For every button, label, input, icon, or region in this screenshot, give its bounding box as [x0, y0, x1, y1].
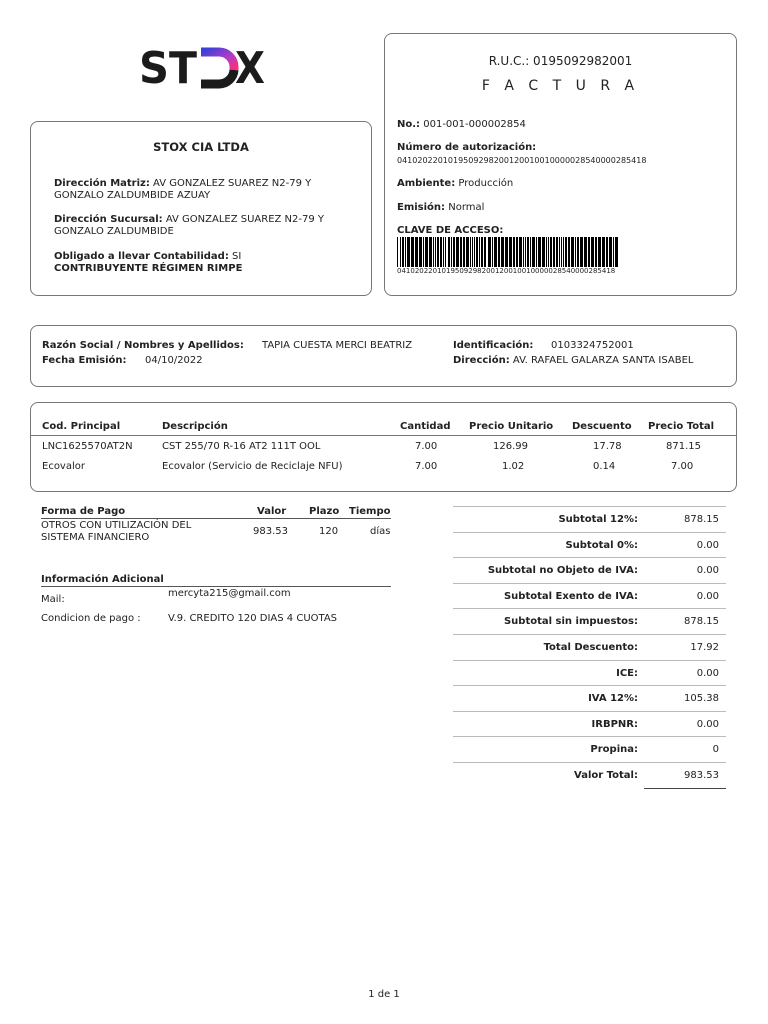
totals-row: [453, 660, 726, 686]
totals-row: [453, 711, 726, 737]
barcode-bar: [435, 237, 436, 267]
barcode-bar: [415, 237, 418, 267]
company-logo: [139, 43, 266, 94]
razon-social-value: TAPIA CUESTA MERCI BEATRIZ: [262, 340, 413, 351]
totals-label: ICE:: [616, 667, 638, 679]
barcode-bar: [571, 237, 574, 267]
barcode-bar: [397, 237, 398, 267]
barcode-bar: [440, 237, 442, 267]
barcode-bar: [538, 237, 541, 267]
barcode-bar: [584, 237, 587, 267]
direccion-sucursal: [54, 214, 354, 238]
row-precio-unitario: 126.99: [493, 441, 528, 452]
contabilidad-label: Obligado a llevar Contabilidad:: [54, 251, 229, 262]
svg-text:S: S: [139, 43, 169, 94]
header-divider: [31, 435, 736, 436]
pay-header-plazo: Plazo: [309, 506, 340, 517]
fecha-emision-value: 04/10/2022: [145, 355, 203, 366]
barcode-bar: [472, 237, 473, 267]
barcode-bar: [463, 237, 465, 267]
barcode-bar: [553, 237, 555, 267]
barcode-bar: [606, 237, 608, 267]
barcode-bar: [613, 237, 614, 267]
totals-label: IRBPNR:: [591, 718, 638, 730]
barcode-bar: [425, 237, 428, 267]
barcode-bar: [488, 237, 491, 267]
barcode-bar: [407, 237, 410, 267]
obligado-contabilidad: [54, 251, 354, 263]
barcode-bar: [563, 237, 564, 267]
barcode-bar: [448, 237, 450, 267]
barcode-bar: [609, 237, 612, 267]
barcode-bar: [516, 237, 518, 267]
condicion-label: Condicion de pago :: [41, 613, 141, 624]
payment-divider: [41, 518, 391, 519]
totals-value: 878.15: [684, 616, 719, 628]
barcode-bar: [492, 237, 493, 267]
barcode-bar: [481, 237, 483, 267]
contabilidad-value: SI: [232, 251, 242, 262]
totals-row: [453, 685, 726, 711]
emision-label: Emisión:: [397, 202, 446, 213]
emision: [397, 202, 484, 214]
totals-row: [453, 634, 726, 660]
ruc: R.U.C.: 0195092982001: [488, 54, 633, 68]
barcode-bar: [400, 237, 401, 267]
totals-label: Subtotal 12%:: [558, 514, 638, 525]
totals-value: 0.00: [696, 667, 719, 679]
barcode-bar: [437, 237, 439, 267]
row-cantidad: 7.00: [415, 461, 438, 472]
barcode-bar: [423, 237, 424, 267]
barcode-bar: [546, 237, 547, 267]
barcode-bar: [523, 237, 524, 267]
barcode-bar: [575, 237, 576, 267]
direccion-cliente-value: AV. RAFAEL GALARZA SANTA ISABEL: [512, 355, 694, 366]
barcode-bar: [602, 237, 605, 267]
row-cod: LNC1625570AT2N: [42, 441, 133, 452]
totals-label: IVA 12%:: [588, 693, 638, 705]
pay-plazo: 120: [319, 526, 339, 537]
barcode-bar: [453, 237, 455, 267]
ambiente-value: Producción: [458, 178, 514, 189]
mail-label: Mail:: [41, 594, 65, 605]
totals-row: [453, 532, 726, 558]
barcode-bar: [577, 237, 579, 267]
barcode-bar: [501, 237, 504, 267]
barcode-bar: [433, 237, 434, 267]
row-cod: Ecovalor: [42, 461, 85, 472]
barcode-bar: [519, 237, 522, 267]
totals-value: 105.38: [684, 693, 719, 705]
barcode-bar: [580, 237, 583, 267]
barcode-bar: [513, 237, 515, 267]
barcode-bar: [474, 237, 475, 267]
invoice-number-value: 001-001-000002854: [423, 119, 526, 130]
barcode-bar: [445, 237, 446, 267]
company-name: STOX CIA LTDA: [153, 140, 249, 154]
info-divider: [41, 586, 391, 587]
ambiente-label: Ambiente:: [397, 178, 456, 189]
svg-text:T: T: [169, 43, 197, 94]
barcode-bar: [470, 237, 471, 267]
invoice-number-label: No.:: [397, 119, 421, 130]
barcode-bar: [542, 237, 545, 267]
barcode-bar: [561, 237, 562, 267]
totals-label: Subtotal 0%:: [565, 539, 638, 551]
pay-tiempo: días: [370, 526, 391, 537]
barcode-bar: [484, 237, 486, 267]
totals-row: [453, 762, 726, 788]
barcode-bar: [598, 237, 601, 267]
items-table: [30, 402, 737, 492]
razon-social-label: Razón Social / Nombres y Apellidos:: [42, 340, 244, 351]
totals-row: [453, 506, 726, 532]
barcode-bar: [530, 237, 531, 267]
direccion-sucursal-value: AV GONZALEZ SUAREZ N2-79 Y GONZALO ZALDUMBIDE: [54, 214, 325, 237]
barcode-bar: [595, 237, 597, 267]
barcode-bar: [479, 237, 480, 267]
totals-label: Subtotal no Objeto de IVA:: [487, 565, 638, 577]
barcode-bar: [527, 237, 529, 267]
col-header-cantidad: Cantidad: [400, 421, 451, 432]
totals-label: Valor Total:: [574, 770, 638, 781]
totals-row: [453, 583, 726, 609]
direccion-sucursal-label: Dirección Sucursal:: [54, 214, 163, 225]
direccion-matriz-label: Dirección Matriz:: [54, 178, 150, 189]
col-header-descripcion: Descripción: [162, 421, 228, 432]
invoice-info-box: [384, 33, 737, 296]
pay-header-valor: Valor: [257, 506, 287, 517]
col-header-cod: Cod. Principal: [42, 421, 121, 432]
barcode-bar: [429, 237, 432, 267]
totals-row: [453, 608, 726, 634]
fecha-emision-label: Fecha Emisión:: [42, 355, 127, 366]
totals-value: 983.53: [684, 770, 719, 781]
autorizacion-label: Número de autorización:: [397, 142, 537, 153]
row-descripcion: CST 255/70 R-16 AT2 111T OOL: [162, 441, 321, 452]
barcode-bar: [509, 237, 512, 267]
direccion-cliente: [453, 355, 693, 367]
row-descripcion: Ecovalor (Servicio de Reciclaje NFU): [162, 461, 343, 472]
row-descuento: 0.14: [593, 461, 616, 472]
barcode-bar: [556, 237, 558, 267]
barcode-bar: [591, 237, 594, 267]
totals-row: [453, 736, 726, 762]
total-underline: [644, 788, 726, 789]
barcode-bar: [568, 237, 570, 267]
regimen: CONTRIBUYENTE RÉGIMEN RIMPE: [54, 263, 243, 274]
barcode-bar: [548, 237, 549, 267]
barcode-bar: [494, 237, 497, 267]
stox-logo-graphic: [139, 43, 266, 94]
barcode-bar: [456, 237, 459, 267]
barcode-bar: [532, 237, 535, 267]
direccion-matriz: [54, 178, 354, 202]
mail-value: mercyta215@gmail.com: [168, 588, 291, 599]
barcode-bar: [405, 237, 406, 267]
barcode-bar: [411, 237, 414, 267]
col-header-precio-unitario: Precio Unitario: [469, 421, 554, 432]
totals-value: 0.00: [696, 590, 719, 602]
barcode-image: [397, 237, 619, 267]
info-title: Información Adicional: [41, 574, 164, 585]
col-header-descuento: Descuento: [572, 421, 632, 432]
totals-value: 0.00: [696, 565, 719, 577]
barcode-bar: [588, 237, 590, 267]
barcode-bar: [559, 237, 560, 267]
direccion-matriz-value: AV GONZALEZ SUAREZ N2-79 Y GONZALO ZALDUMBIDE AZUAY: [54, 178, 312, 201]
totals-value: 878.15: [684, 514, 719, 525]
row-precio-unitario: 1.02: [502, 461, 525, 472]
barcode-bar: [419, 237, 422, 267]
row-precio-total: 7.00: [671, 461, 694, 472]
barcode-bar: [476, 237, 478, 267]
barcode-bar: [505, 237, 508, 267]
clave-acceso-label: CLAVE DE ACCESO:: [397, 225, 504, 236]
totals-value: 17.92: [690, 642, 719, 653]
document-title: F A C T U R A: [481, 78, 640, 94]
pay-header-forma: Forma de Pago: [41, 506, 126, 517]
totals-value: 0.00: [696, 718, 719, 730]
pay-forma: OTROS CON UTILIZACIÓN DEL SISTEMA FINANCIERO: [41, 520, 192, 543]
clave-acceso-value: 0410202201019509298200120010010000028540000285418: [397, 267, 616, 275]
invoice-number: [397, 119, 526, 131]
barcode-bar: [525, 237, 526, 267]
totals-value: 0.00: [696, 539, 719, 551]
barcode-bar: [550, 237, 552, 267]
barcode-bar: [443, 237, 444, 267]
barcode-bar: [498, 237, 500, 267]
barcode-bar: [615, 237, 618, 267]
totals-label: Total Descuento:: [543, 642, 638, 653]
row-cantidad: 7.00: [415, 441, 438, 452]
row-descuento: 17.78: [593, 441, 622, 452]
pay-header-tiempo: Tiempo: [349, 506, 391, 517]
pay-valor: 983.53: [253, 526, 288, 537]
totals-label: Subtotal sin impuestos:: [503, 616, 638, 628]
totals-label: Subtotal Exento de IVA:: [503, 590, 638, 602]
col-header-precio-total: Precio Total: [648, 421, 715, 432]
barcode-bar: [565, 237, 567, 267]
totals-row: [453, 557, 726, 583]
barcode-bar: [536, 237, 537, 267]
ambiente: [397, 178, 513, 190]
condicion-value: V.9. CREDITO 120 DIAS 4 CUOTAS: [168, 613, 338, 624]
barcode-bar: [402, 237, 404, 267]
direccion-cliente-label: Dirección:: [453, 355, 510, 366]
company-info-box: [30, 121, 372, 296]
identificacion-value: 0103324752001: [551, 340, 634, 351]
barcode-bar: [460, 237, 462, 267]
page-number: 1 de 1: [368, 989, 400, 1000]
barcode-bar: [451, 237, 452, 267]
row-precio-total: 871.15: [666, 441, 701, 452]
totals-value: 0: [712, 744, 719, 756]
customer-info-box: [30, 325, 737, 387]
identificacion-label: Identificación:: [453, 340, 534, 351]
emision-value: Normal: [448, 202, 485, 213]
totals-label: Propina:: [590, 744, 638, 756]
svg-text:X: X: [235, 43, 266, 94]
barcode-bar: [466, 237, 469, 267]
autorizacion-value: 0410202201019509298200120010010000028540000285418: [397, 156, 647, 165]
